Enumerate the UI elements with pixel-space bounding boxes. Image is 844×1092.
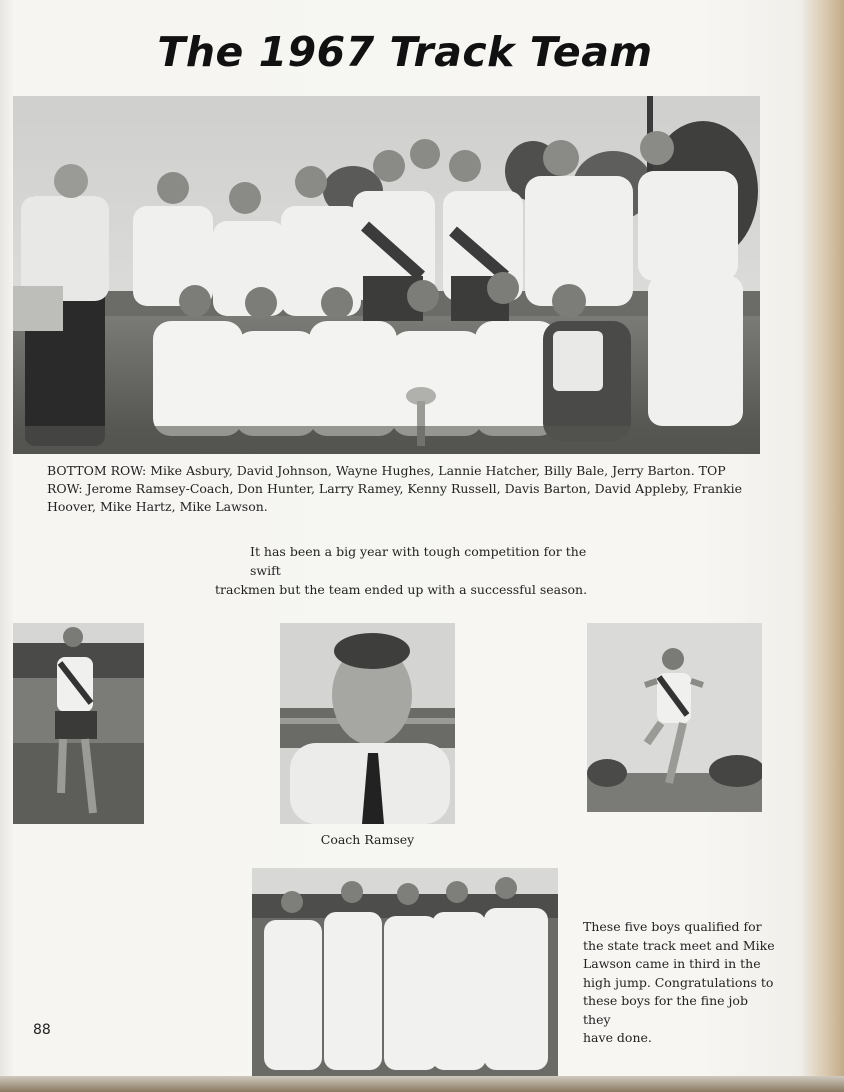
coach-portrait-photo (280, 623, 455, 824)
runner-action-photo (13, 623, 144, 824)
qualifiers-line: the state track meet and Mike (583, 937, 775, 953)
qualifiers-line: have done. (583, 1030, 652, 1045)
qualifiers-line: high jump. Congratulations to (583, 974, 774, 990)
qualifiers-group-photo (252, 868, 558, 1076)
jumper-action-photo (587, 623, 762, 812)
blurb-line-2: trackmen but the team ended up with a successful season. (215, 582, 588, 597)
season-blurb (215, 542, 615, 599)
qualifiers-text (583, 918, 778, 1048)
page-title: The 1967 Track Team (157, 28, 653, 76)
page-number: 88 (33, 1022, 51, 1038)
bottom-row-label: BOTTOM ROW: (47, 463, 151, 478)
blurb-line-1: It has been a big year with tough competition for the swift (250, 544, 587, 578)
top-row-label: TOP ROW: (47, 463, 726, 496)
qualifiers-line: Lawson came in third in the (583, 956, 761, 971)
top-row-names: Jerome Ramsey-Coach, Don Hunter, Larry Ramey, Kenny Russell, Davis Barton, David Appleby, Frankie Hoover, Mike Hartz, Mike Lawson. (47, 481, 743, 514)
page-bottom-edge (0, 1076, 844, 1092)
qualifiers-line: These five boys qualified for (583, 919, 762, 934)
team-caption (47, 462, 762, 516)
coach-caption: Coach Ramsey (320, 832, 415, 847)
page-gutter (808, 0, 844, 1092)
team-group-photo (13, 96, 760, 454)
bottom-row-names: Mike Asbury, David Johnson, Wayne Hughes, Lannie Hatcher, Billy Bale, Jerry Barton. (150, 463, 699, 478)
qualifiers-line: these boys for the fine job they (583, 993, 748, 1027)
